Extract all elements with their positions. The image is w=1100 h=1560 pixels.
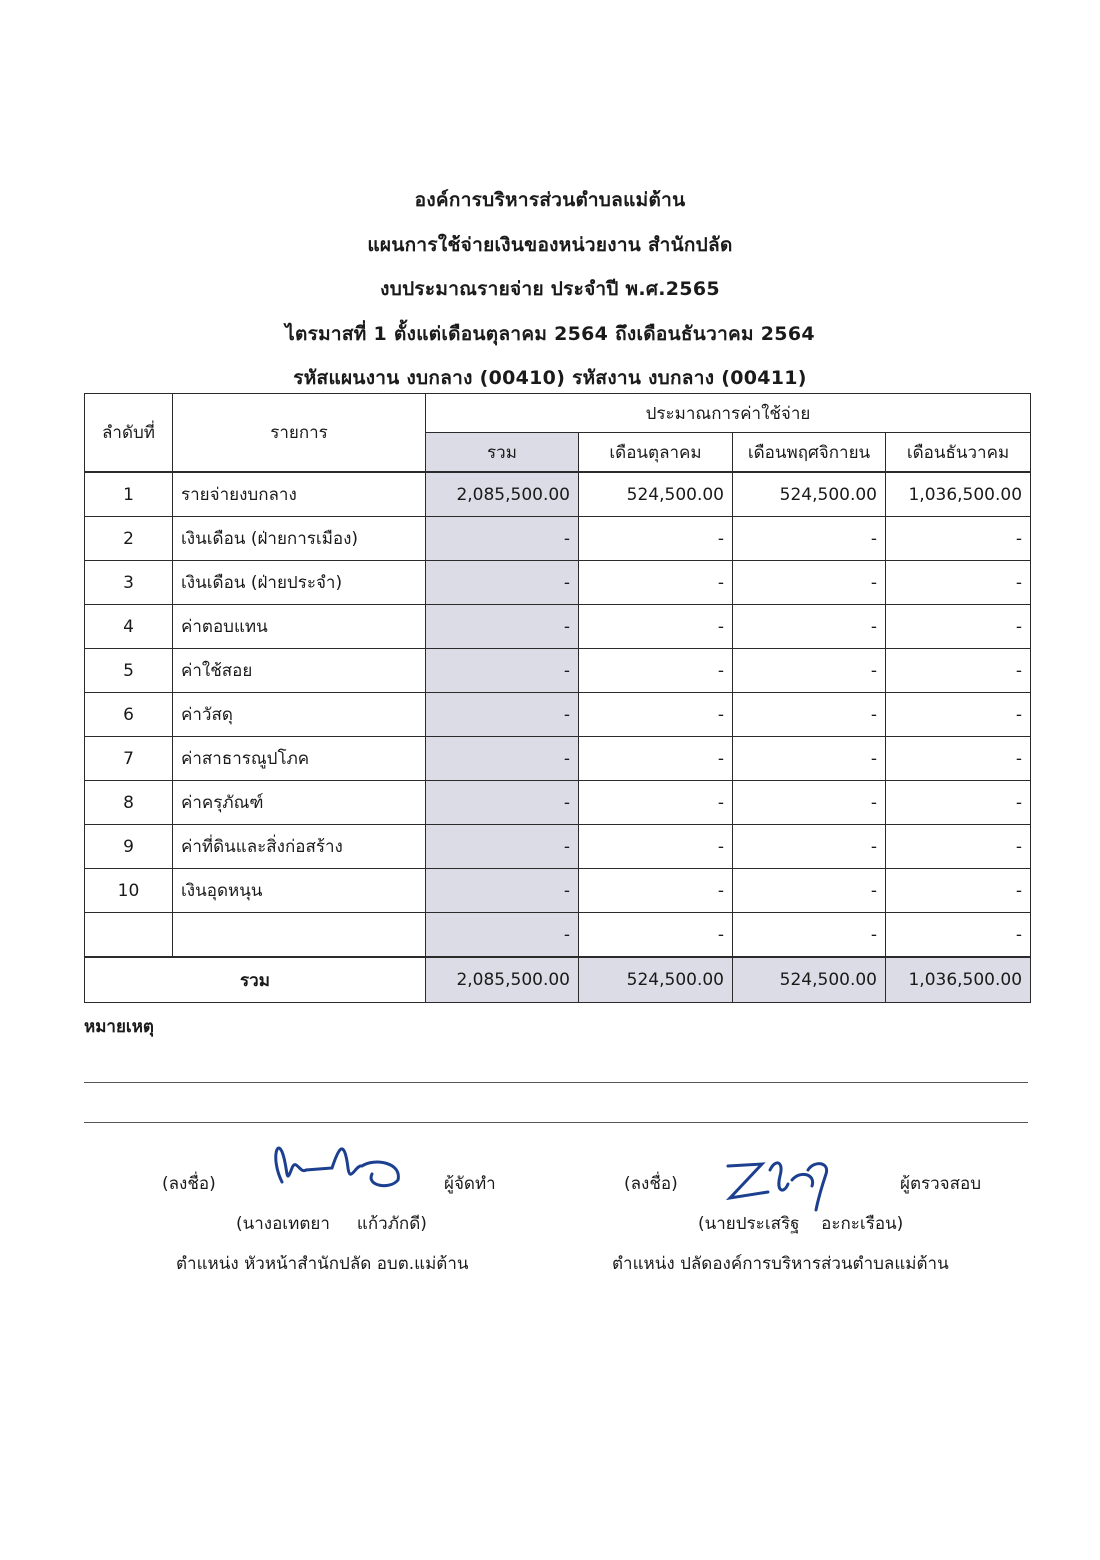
row-nov: -: [733, 517, 886, 561]
row-oct: -: [579, 693, 733, 737]
row-no: 1: [85, 472, 173, 517]
row-item: ค่าสาธารณูปโภค: [173, 737, 426, 781]
row-item: ค่าตอบแทน: [173, 605, 426, 649]
table-row: [85, 825, 1031, 869]
row-dec: -: [886, 913, 1031, 958]
row-item: [173, 913, 426, 958]
row-item: เงินเดือน (ฝ่ายการเมือง): [173, 517, 426, 561]
row-no: [85, 913, 173, 958]
footer-total: 2,085,500.00: [426, 957, 579, 1003]
row-oct: -: [579, 649, 733, 693]
row-dec: -: [886, 649, 1031, 693]
row-total: -: [426, 605, 579, 649]
table-row: [85, 605, 1031, 649]
table-row: [85, 472, 1031, 517]
row-dec: -: [886, 781, 1031, 825]
row-nov: -: [733, 561, 886, 605]
row-total: -: [426, 869, 579, 913]
row-dec: -: [886, 561, 1031, 605]
table-row: [85, 869, 1031, 913]
col-no-header: ลำดับที่: [85, 394, 173, 473]
row-oct: -: [579, 517, 733, 561]
row-total: 2,085,500.00: [426, 472, 579, 517]
row-dec: -: [886, 517, 1031, 561]
quarter-title: ไตรมาสที่ 1 ตั้งแต่เดือนตุลาคม 2564 ถึงเดือนธันวาคม 2564: [285, 322, 815, 345]
footer-oct: 524,500.00: [579, 957, 733, 1003]
document-header: [0, 178, 1100, 401]
row-nov: -: [733, 693, 886, 737]
row-dec: -: [886, 825, 1031, 869]
col-group-header: ประมาณการค่าใช้จ่าย: [426, 394, 1031, 433]
col-nov-header: เดือนพฤศจิกายน: [733, 433, 886, 473]
row-item: เงินเดือน (ฝ่ายประจำ): [173, 561, 426, 605]
col-oct-header: เดือนตุลาคม: [579, 433, 733, 473]
table-row: [85, 561, 1031, 605]
table-row: [85, 781, 1031, 825]
row-no: 2: [85, 517, 173, 561]
row-oct: -: [579, 605, 733, 649]
row-nov: -: [733, 781, 886, 825]
row-oct: -: [579, 869, 733, 913]
row-dec: -: [886, 605, 1031, 649]
right-position: ตำแหน่ง ปลัดองค์การบริหารส่วนตำบลแม่ต้าน: [612, 1254, 949, 1274]
row-item: ค่าใช้สอย: [173, 649, 426, 693]
left-name: (นางอเทตยา แก้วภักดี): [236, 1214, 427, 1234]
row-no: 5: [85, 649, 173, 693]
org-title: องค์การบริหารส่วนตำบลแม่ต้าน: [414, 189, 686, 211]
row-nov: -: [733, 737, 886, 781]
row-total: -: [426, 517, 579, 561]
right-signature-icon: [722, 1140, 854, 1212]
row-no: 8: [85, 781, 173, 825]
row-no: 7: [85, 737, 173, 781]
row-no: 9: [85, 825, 173, 869]
row-oct: -: [579, 913, 733, 958]
row-dec: -: [886, 737, 1031, 781]
note-line: [84, 1082, 1028, 1083]
col-item-header: รายการ: [173, 394, 426, 473]
row-total: -: [426, 737, 579, 781]
codes-title: รหัสแผนงาน งบกลาง (00410) รหัสงาน งบกลาง (00411): [293, 367, 807, 389]
row-no: 4: [85, 605, 173, 649]
row-total: -: [426, 781, 579, 825]
row-dec: 1,036,500.00: [886, 472, 1031, 517]
row-total: -: [426, 825, 579, 869]
plan-title: แผนการใช้จ่ายเงินของหน่วยงาน สำนักปลัด: [367, 233, 733, 256]
row-no: 10: [85, 869, 173, 913]
row-dec: -: [886, 693, 1031, 737]
right-sign-prefix: (ลงชื่อ): [624, 1174, 678, 1194]
table-footer-row: [85, 957, 1031, 1003]
table-row: [85, 913, 1031, 958]
row-item: ค่าครุภัณฑ์: [173, 781, 426, 825]
row-oct: -: [579, 561, 733, 605]
row-nov: -: [733, 605, 886, 649]
row-total: -: [426, 561, 579, 605]
row-total: -: [426, 913, 579, 958]
row-total: -: [426, 693, 579, 737]
table-row: [85, 649, 1031, 693]
table-row: [85, 517, 1031, 561]
table-row: [85, 737, 1031, 781]
col-total-header: รวม: [426, 433, 579, 473]
row-no: 6: [85, 693, 173, 737]
row-nov: -: [733, 649, 886, 693]
footer-nov: 524,500.00: [733, 957, 886, 1003]
row-item: รายจ่ายงบกลาง: [173, 472, 426, 517]
col-dec-header: เดือนธันวาคม: [886, 433, 1031, 473]
table-row: [85, 693, 1031, 737]
left-sign-prefix: (ลงชื่อ): [162, 1174, 216, 1194]
left-role: ผู้จัดทำ: [444, 1174, 496, 1194]
row-no: 3: [85, 561, 173, 605]
row-nov: -: [733, 913, 886, 958]
footer-label: รวม: [85, 957, 426, 1003]
row-oct: -: [579, 781, 733, 825]
note-line: [84, 1122, 1028, 1123]
row-total: -: [426, 649, 579, 693]
row-nov: -: [733, 825, 886, 869]
footer-dec: 1,036,500.00: [886, 957, 1031, 1003]
row-oct: -: [579, 825, 733, 869]
budget-title: งบประมาณรายจ่าย ประจำปี พ.ศ.2565: [380, 278, 720, 300]
left-signature-icon: [262, 1128, 412, 1194]
row-oct: -: [579, 737, 733, 781]
row-nov: 524,500.00: [733, 472, 886, 517]
row-nov: -: [733, 869, 886, 913]
budget-table: [84, 393, 1031, 1003]
note-label: หมายเหตุ: [84, 1017, 154, 1037]
row-item: ค่าวัสดุ: [173, 693, 426, 737]
row-item: ค่าที่ดินและสิ่งก่อสร้าง: [173, 825, 426, 869]
right-role: ผู้ตรวจสอบ: [900, 1174, 982, 1194]
right-name: (นายประเสริฐ อะกะเรือน): [698, 1214, 904, 1234]
row-item: เงินอุดหนุน: [173, 869, 426, 913]
left-position: ตำแหน่ง หัวหน้าสำนักปลัด อบต.แม่ต้าน: [176, 1254, 469, 1274]
row-oct: 524,500.00: [579, 472, 733, 517]
row-dec: -: [886, 869, 1031, 913]
table-body: [85, 472, 1031, 957]
